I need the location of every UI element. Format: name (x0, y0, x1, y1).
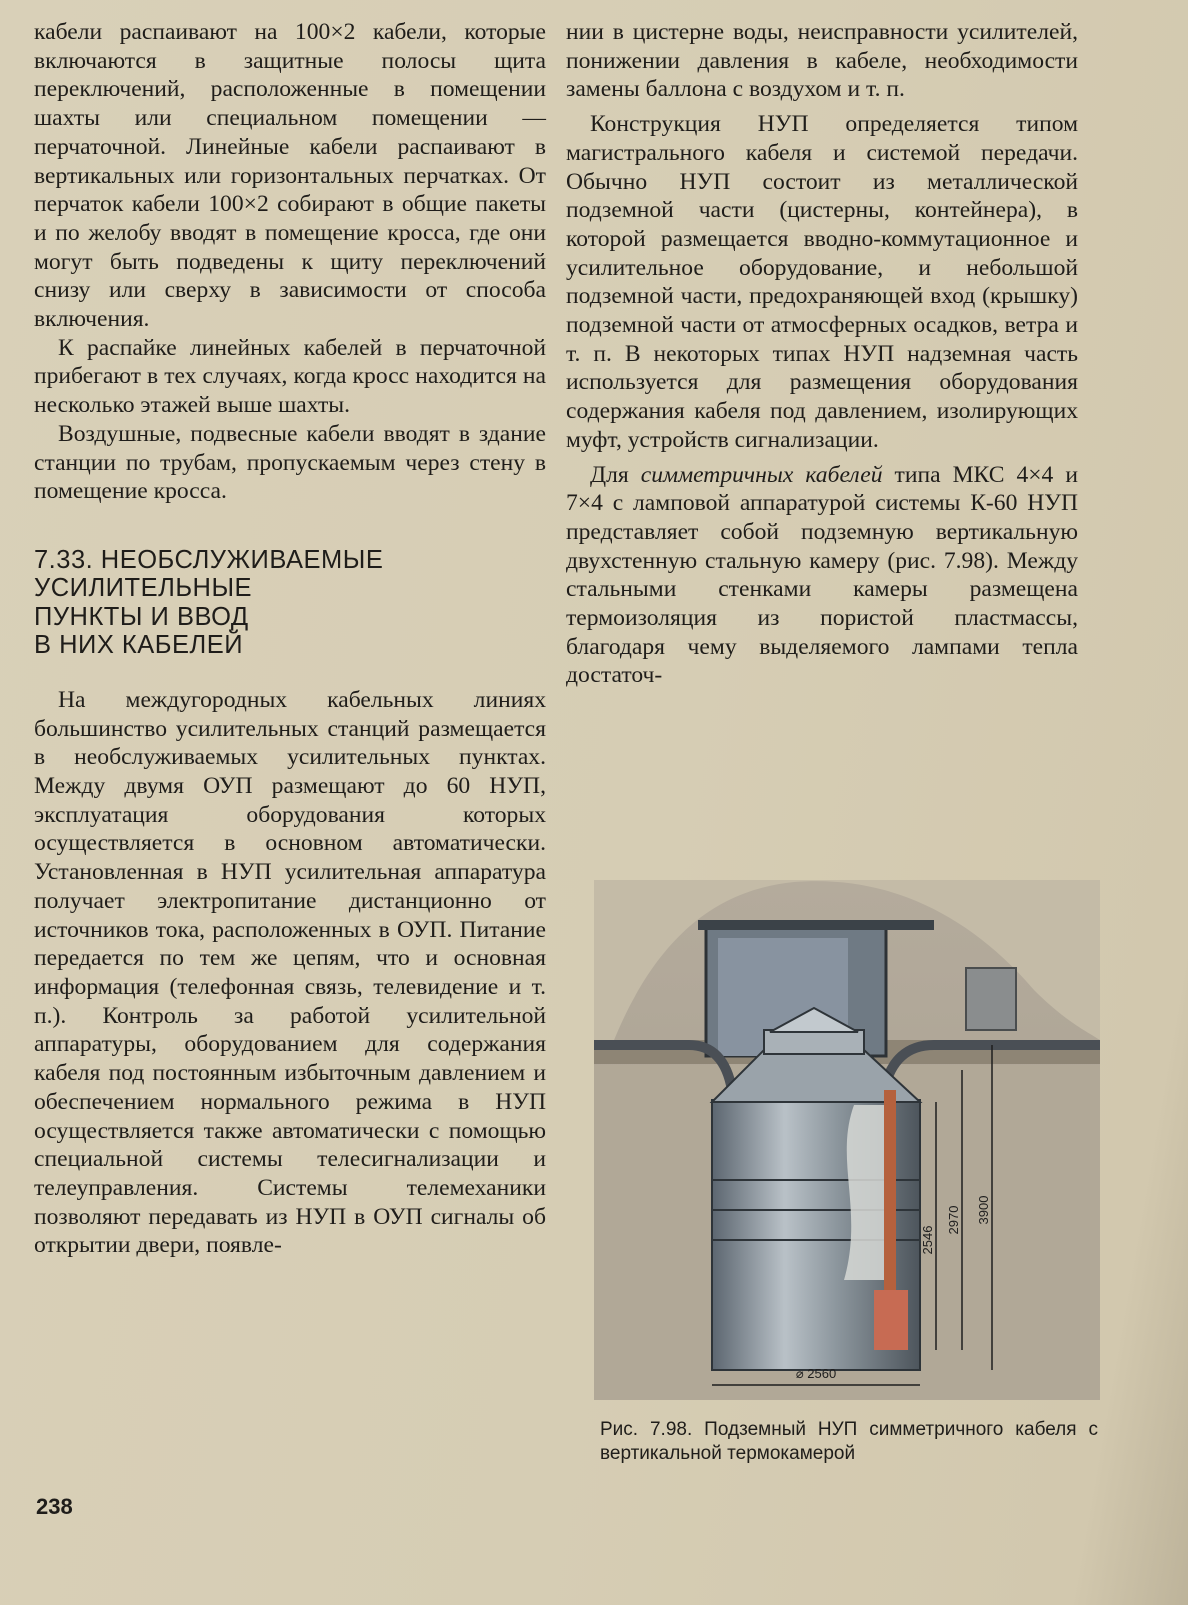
heading-line: УСИЛИТЕЛЬНЫЕ (34, 574, 253, 603)
paragraph: На междугородных кабельных линиях большинство усилительных станций размещается в необслуживаемых усилительных пунктах. Между двумя ОУП размещают до 60 НУП, эксплуатация оборудования которых осуществляется в основном автоматически. Установленная в НУП усилительная аппаратура получает электропитание дистанционно от источников тока, расположенных в ОУП. Питание передается по тем же цепям, что и основная информация (телефонная связь, телевидение и т. п.). Контроль за работой усилительной аппаратуры, оборудованием для содержания кабеля под постоянным избыточным давлением и обеспечением нормального режима в НУП осуществляется также автоматически с помощью специальной системы телесигнализации и телеуправления. Системы телемеханики позволяют передавать из НУП в ОУП сигналы об открытии двери, появле- (34, 686, 546, 1259)
paragraph: нии в цистерне воды, неисправности усилителей, понижении давления в кабеле, необходимости замены баллона с воздухом и т. п. (566, 19, 1078, 103)
figure-caption: Рис. 7.98. Подземный НУП симметричного кабеля с вертикальной термокамерой (600, 1419, 1098, 1464)
insulation-cutaway (844, 1105, 884, 1280)
paragraph-text: Для (590, 461, 641, 488)
dim-label-inner: 2546 (920, 1225, 935, 1255)
dim-label-diameter: ⌀ 2560 (795, 1366, 837, 1381)
dim-label-mid: 2970 (946, 1205, 961, 1235)
paragraph: К распайке линейных кабелей в перчаточной прибегают в тех случаях, когда кросс находится на несколько этажей выше шахты. (34, 334, 546, 419)
side-box (966, 968, 1016, 1030)
heater-block (874, 1290, 908, 1350)
paragraph-text: типа МКС 4×4 и 7×4 с ламповой аппаратурой системы К-60 НУП представляет собой подземную вертикальную двухстенную стальную камеру (рис. 7.98). Между стальными стенками камеры размещена термоизоляция из пористой пластмассы, благодаря чему выделяемого лампами тепла достаточ- (566, 461, 1078, 689)
diagram-svg (594, 880, 1100, 1400)
right-column (566, 18, 1078, 690)
heading-line: В НИХ КАБЕЛЕЙ (34, 631, 244, 660)
paragraph: Воздушные, подвесные кабели вводят в здание станции по трубам, пропускаемым через стену в помещение кросса. (34, 420, 546, 505)
housing-roof (698, 920, 934, 930)
paragraph (566, 461, 1078, 691)
paragraph: кабели распаивают на 100×2 кабели, которые включаются в защитные полосы щита переключений, расположенные в помещении шахты или специальном помещении — перчаточной. Линейные кабели распаивают в вертикальных или горизонтальных перчатках. От перчаток кабели 100×2 собирают в общие пакеты и по желобу вводят в помещение кросса, где они могут быть подведены к щиту переключений снизу или сверху в зависимости от способа включения. (34, 19, 546, 333)
tank-neck (764, 1030, 864, 1054)
figure-nup-diagram (594, 880, 1100, 1400)
heading-line: ПУНКТЫ И ВВОД (34, 602, 249, 631)
section-heading (34, 546, 546, 660)
paragraph: Конструкция НУП определяется типом магистрального кабеля и системой передачи. Обычно НУП состоит из металлической подземной части (цистерны, контейнера), в которой размещается вводно-коммутационное и усилительное оборудование, и небольшой подземной части, предохраняющей вход (крышку) подземной части от атмосферных осадков, ветра и т. п. В некоторых типах НУП надземная часть используется для размещения оборудования содержания кабеля под давлением, изолирующих муфт, устройств сигнализации. (566, 111, 1078, 453)
italic-term: симметричных кабелей (640, 461, 883, 488)
left-column (34, 18, 546, 1260)
dim-label-outer: 3900 (976, 1195, 991, 1225)
heading-line: 7.33. НЕОБСЛУЖИВАЕМЫЕ (34, 545, 384, 574)
page-number: 238 (36, 1494, 73, 1519)
